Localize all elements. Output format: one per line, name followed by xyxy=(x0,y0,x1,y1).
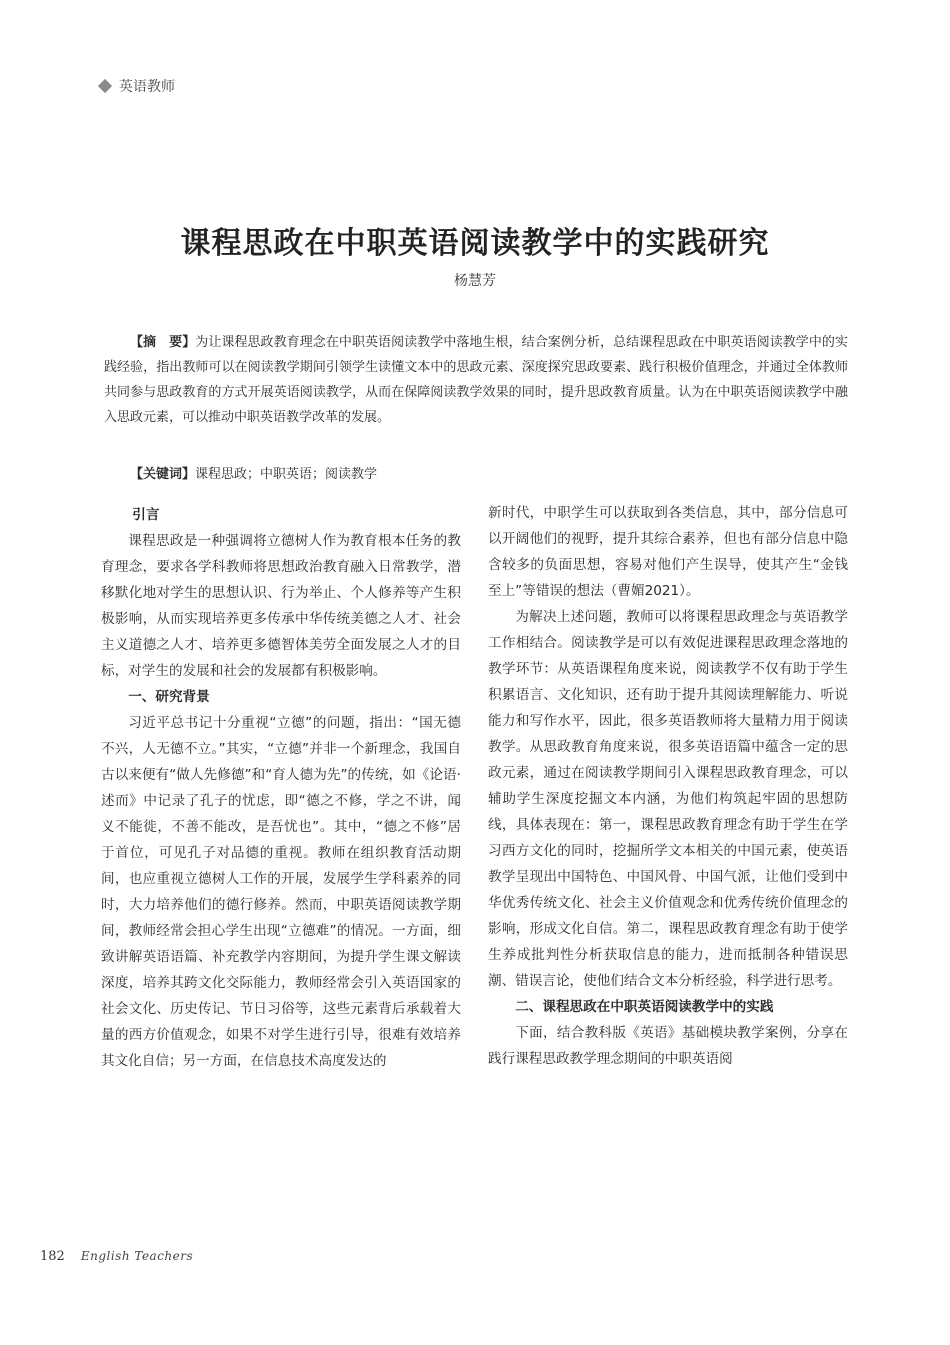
keywords xyxy=(130,462,850,487)
article-author: 杨慧芳 xyxy=(454,273,496,289)
section1-paragraph-2: 为解决上述问题，教师可以将课程思政理念与英语教学工作相结合。阅读教学是可以有效促进课程思政理念落地的教学环节：从英语课程角度来说，阅读教学不仅有助于学生积累语言、文化知识，还有助于提升其阅读理解能力、听说能力和写作水平，因此，很多英语教师将大量精力用于阅读教学。从思政教育角度来说，很多英语语篇中蕴含一定的思政元素，通过在阅读教学期间引入课程思政教育理念，可以辅助学生深度挖掘文本内涵，为他们构筑起牢固的思想防线，具体表现在：第一，课程思政教育理念有助于学生在学习西方文化的同时，挖掘所学文本相关的中国元素，使英语教学呈现出中国特色、中国风骨、中国气派，让他们受到中华优秀传统文化、社会主义价值观念和优秀传统价值理念的影响，形成文化自信。第二，课程思政教育理念有助于使学生养成批判性分析获取信息的能力，进而抵制各种错误思潮、错误言论，使他们结合文本分析经验，科学进行思考。 xyxy=(488,609,848,989)
article-title: 课程思政在中职英语阅读教学中的实践研究 xyxy=(180,226,770,261)
section2-paragraph-1: 下面，结合教科版《英语》基础模块教学案例，分享在践行课程思政教学理念期间的中职英语阅 xyxy=(488,1025,848,1067)
right-column xyxy=(488,500,848,1072)
abstract-text: 为让课程思政教育理念在中职英语阅读教学中落地生根，结合案例分析，总结课程思政在中职英语阅读教学中的实践经验，指出教师可以在阅读教学期间引领学生读懂文本中的思政元素、深度探究思政要素、践行积极价值理念，并通过全体教师共同参与思政教育的方式开展英语阅读教学，从而在保障阅读教学效果的同时，提升思政教育质量。认为在中职英语阅读教学中融入思政元素，可以推动中职英语教学改革的发展。 xyxy=(104,335,848,425)
keywords-text: 课程思政；中职英语；阅读教学 xyxy=(195,467,378,482)
section-header xyxy=(100,76,175,96)
abstract xyxy=(104,330,848,430)
section1-paragraph-1: 习近平总书记十分重视“立德”的问题，指出：“国无德不兴，人无德不立。”其实，“立德”并非一个新理念，我国自古以来便有“做人先修德”和“育人德为先”的传统，如《论语·述而》中记录了孔子的忧虑，即“德之不修，学之不讲，闻义不能徙，不善不能改，是吾忧也”。其中，“德之不修”居于首位，可见孔子对品德的重视。教师在组织教育活动期间，也应重视立德树人工作的开展，发展学生学科素养的同时，大力培养他们的德行修养。然而，中职英语阅读教学期间，教师经常会担心学生出现“立德难”的情况。一方面，细致讲解英语语篇、补充教学内容期间，为提升学生课文解读深度，培养其跨文化交际能力，教师经常会引入英语国家的社会文化、历史传记、节日习俗等，这些元素背后承载着大量的西方价值观念，如果不对学生进行引导，很难有效培养其文化自信；另一方面，在信息技术高度发达的 xyxy=(101,715,461,1069)
page-footer xyxy=(40,1249,193,1264)
left-column xyxy=(101,500,461,1074)
section1-heading: 一、研究背景 xyxy=(128,689,210,705)
section-label: 英语教师 xyxy=(119,79,175,95)
section2-heading: 二、课程思政在中职英语阅读教学中的实践 xyxy=(515,999,774,1015)
diamond-icon xyxy=(98,79,112,93)
section1-paragraph-1-continued: 新时代，中职学生可以获取到各类信息，其中，部分信息可以开阔他们的视野，提升其综合素养，但也有部分信息中隐含较多的负面思想，容易对他们产生误导，使其产生“金钱至上”等错误的想法（曹媚2021）。 xyxy=(488,505,848,599)
intro-heading: 引言 xyxy=(132,507,160,523)
journal-name: English Teachers xyxy=(80,1249,194,1263)
intro-paragraph: 课程思政是一种强调将立德树人作为教育根本任务的教育理念，要求各学科教师将思想政治教育融入日常教学，潜移默化地对学生的思想认识、行为举止、个人修养等产生积极影响，从而实现培养更多传承中华传统美德之人才、社会主义道德之人才、培养更多德智体美劳全面发展之人才的目标，对学生的发展和社会的发展都有积极影响。 xyxy=(101,533,461,679)
abstract-label: 【摘 要】 xyxy=(130,335,196,350)
keywords-label: 【关键词】 xyxy=(130,467,196,482)
page-number: 182 xyxy=(40,1249,65,1264)
